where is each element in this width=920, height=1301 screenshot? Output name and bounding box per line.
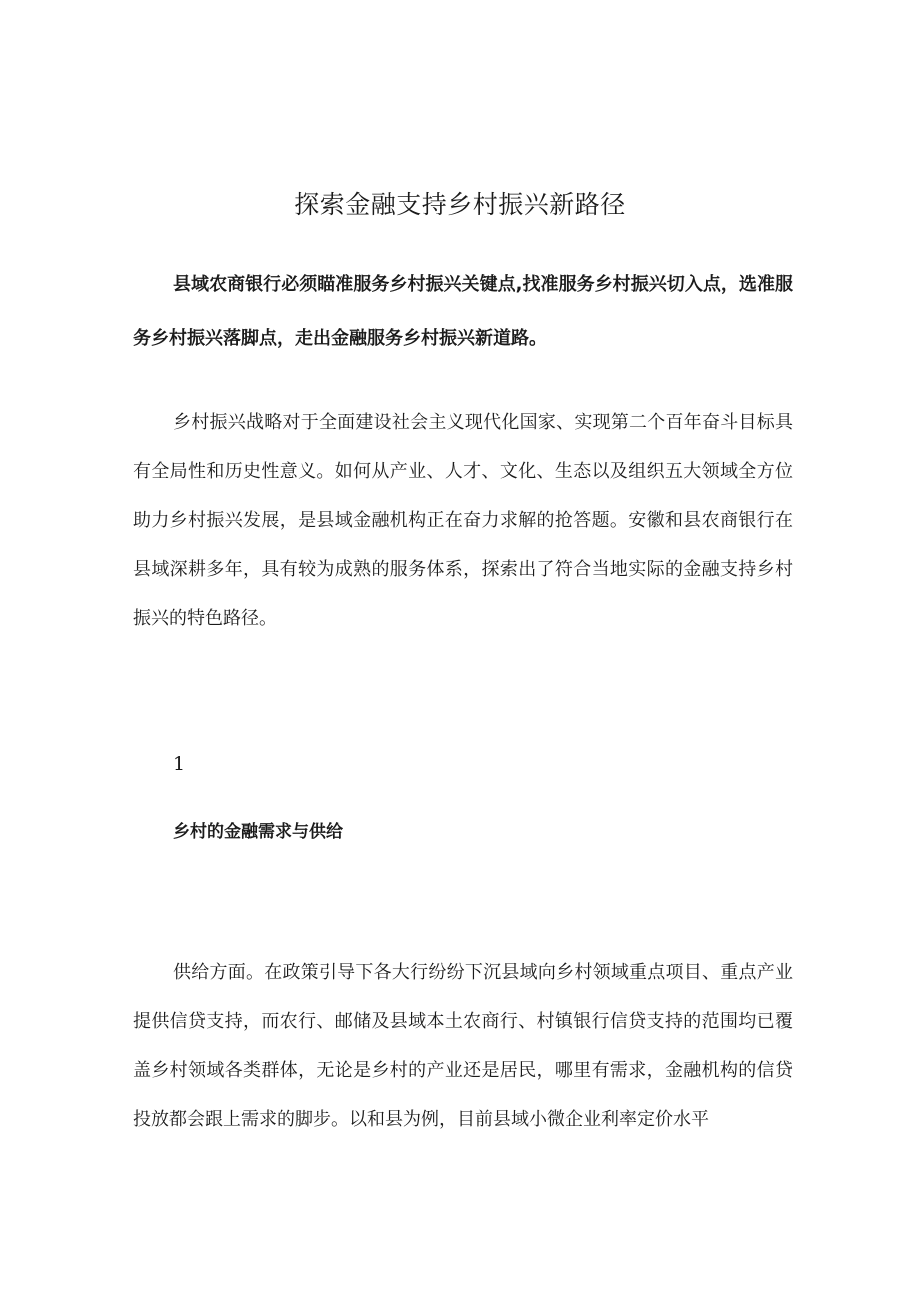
body-paragraph-2: 供给方面。在政策引导下各大行纷纷下沉县域向乡村领域重点项目、重点产业提供信贷支持，而农行、邮储及县域本土农商行、村镇银行信贷支持的范围均已覆盖乡村领域各类群体，无论是乡村的产业还是居民，哪里有需求，金融机构的信贷投放都会跟上需求的脚步。以和县为例，目前县域小微企业利率定价水平 xyxy=(133,962,793,1130)
body-paragraph-1: 乡村振兴战略对于全面建设社会主义现代化国家、实现第二个百年奋斗目标具有全局性和历史性意义。如何从产业、人才、文化、生态以及组织五大领域全方位助力乡村振兴发展，是县域金融机构正在奋力求解的抢答题。安徽和县农商银行在县域深耕多年，具有较为成熟的服务体系，探索出了符合当地实际的金融支持乡村振兴的特色路径。 xyxy=(133,412,793,629)
section-heading: 乡村的金融需求与供给 xyxy=(173,822,343,842)
document-title: 探索金融支持乡村振兴新路径 xyxy=(294,189,626,219)
lead-paragraph: 县域农商银行必须瞄准服务乡村振兴关键点,找准服务乡村振兴切入点，选准服务乡村振兴落脚点，走出金融服务乡村振兴新道路。 xyxy=(133,274,793,349)
section-number: 1 xyxy=(173,753,186,775)
